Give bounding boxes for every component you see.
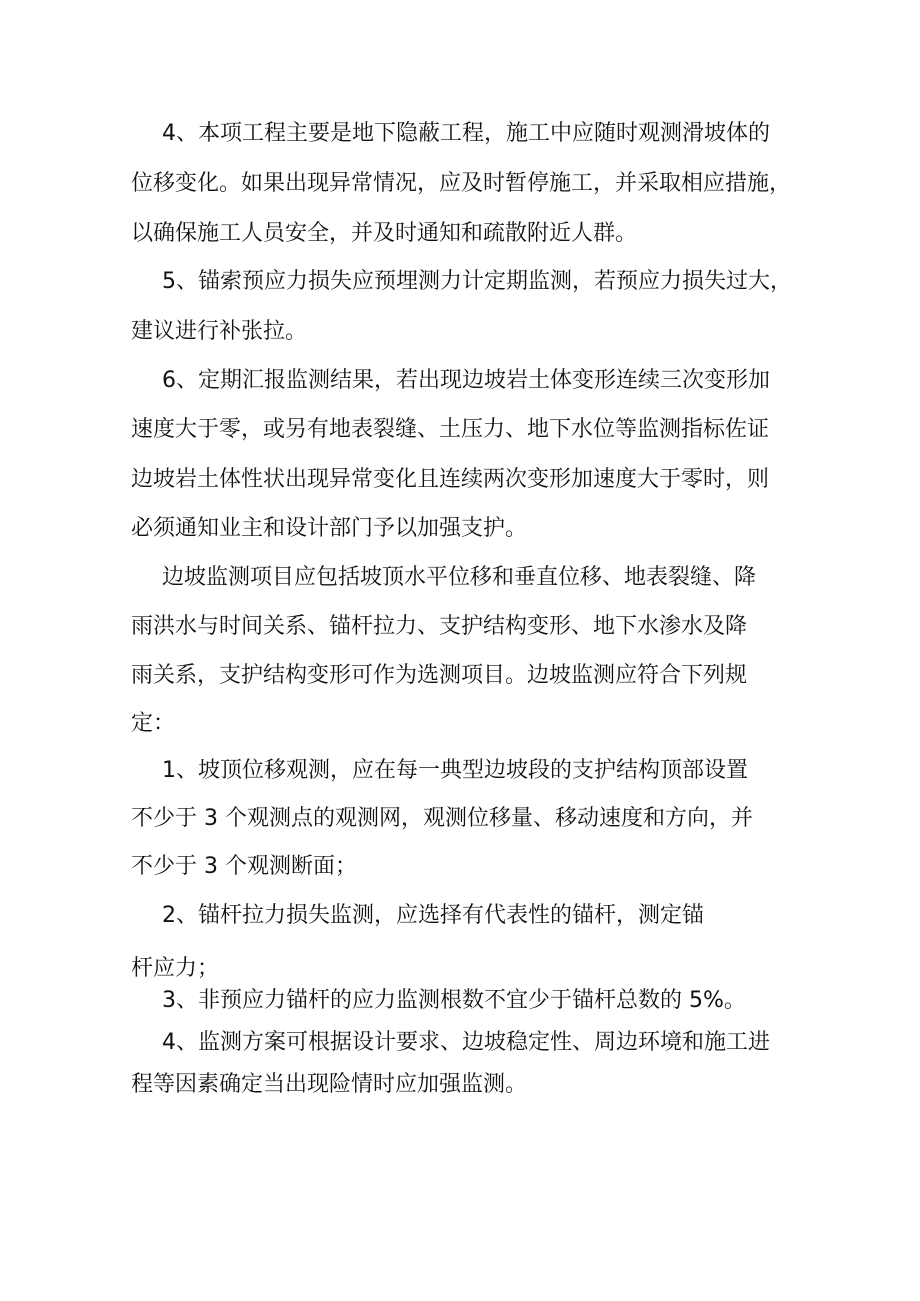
text-line: 雨关系，支护结构变形可作为选测项目。边坡监测应符合下列规 bbox=[131, 663, 748, 688]
text-line: 必须通知业主和设计部门予以加强支护。 bbox=[131, 516, 528, 541]
text-line: 建议进行补张拉。 bbox=[131, 319, 308, 344]
text-line: 1、坡顶位移观测，应在每一典型边坡段的支护结构顶部设置 bbox=[162, 758, 748, 783]
text-line: 不少于 3 个观测断面； bbox=[131, 854, 357, 879]
text-line: 位移变化。如果出现异常情况，应及时暂停施工，并采取相应措施， bbox=[131, 171, 792, 196]
text-line: 雨洪水与时间关系、锚杆拉力、支护结构变形、地下水渗水及降 bbox=[131, 614, 748, 639]
text-line: 边坡监测项目应包括坡顶水平位移和垂直位移、地表裂缝、降 bbox=[162, 565, 757, 590]
text-line: 4、本项工程主要是地下隐蔽工程，施工中应随时观测滑坡体的 bbox=[162, 121, 770, 146]
text-line: 不少于 3 个观测点的观测网，观测位移量、移动速度和方向，并 bbox=[131, 806, 753, 831]
text-line: 速度大于零，或另有地表裂缝、土压力、地下水位等监测指标佐证 bbox=[131, 417, 770, 442]
text-line: 3、非预应力锚杆的应力监测根数不宜少于锚杆总数的 5%。 bbox=[162, 988, 746, 1013]
text-line: 2、锚杆拉力损失监测，应选择有代表性的锚杆，测定锚 bbox=[162, 903, 704, 928]
text-line: 以确保施工人员安全，并及时通知和疏散附近人群。 bbox=[131, 221, 638, 246]
text-line: 杆应力； bbox=[131, 956, 220, 981]
text-line: 6、定期汇报监测结果，若出现边坡岩土体变形连续三次变形加 bbox=[162, 368, 770, 393]
text-line: 5、锚索预应力损失应预埋测力计定期监测，若预应力损失过大， bbox=[162, 269, 792, 294]
text-line: 程等因素确定当出现险情时应加强监测。 bbox=[131, 1072, 528, 1097]
text-line: 定： bbox=[131, 711, 176, 736]
text-line: 4、监测方案可根据设计要求、边坡稳定性、周边环境和施工进 bbox=[162, 1030, 770, 1055]
text-line: 边坡岩土体性状出现异常变化且连续两次变形加速度大于零时，则 bbox=[131, 467, 770, 492]
